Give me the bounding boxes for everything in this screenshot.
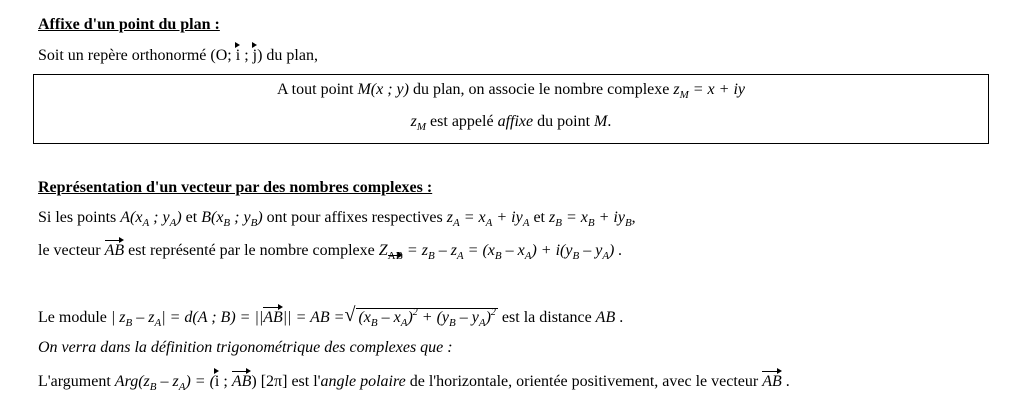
vector-AB-final: AB (762, 370, 782, 392)
section-heading-vecteur: Représentation d'un vecteur par des nombres complexes : (38, 179, 433, 196)
definition-line-1 (34, 81, 988, 99)
separator: ; (244, 47, 249, 64)
points-affixes-line: Si les points $A(x_A$ ; $y_A$) et $B(x_B$ ; $y_B$) ont pour affixes respectives $z_A = x_A + iy_A$ et $z_B = x_B + iy_B$, (38, 209, 636, 229)
zm-symbol: $z_M$ (410, 113, 427, 133)
sqrt-expression: √ $(x_B - x_A)^2 + (y_B - y_A)^2$ (344, 304, 496, 329)
zB-expression: $z_B = x_B + iy_B$ (548, 209, 632, 229)
vector-representation-line: le vecteur AB est représenté par le nombre complexe $Z_{AB} = z_B - z_A = (x_B - x_A) + i(y_B - y_A)$ . (38, 239, 622, 261)
intro-prefix: Soit un repère orthonormé (O; (38, 47, 232, 64)
definition-box (33, 74, 989, 144)
vector-AB: AB (105, 239, 125, 261)
def-text: du plan, on associe le nombre complexe (412, 81, 670, 98)
point-A: $A(x_A$ ; $y_A$) (120, 209, 182, 229)
module-line: Le module | $z_B - z_A| = d(A$ ; B) = ||AB|| = AB = √ $(x_B - x_A)^2 + (y_B - y_A)^2$ est la distance AB . (38, 304, 624, 329)
zA-expression: $z_A = x_A + iy_A$ (446, 209, 530, 229)
argument-expression: $Arg(z_B - z_A)$ = ( (114, 373, 215, 393)
module-expression: | $z_B - z_A| = d(A$ ; B) = ||AB|| = AB = √ $(x_B - x_A)^2 + (y_B - y_A)^2$ (110, 304, 496, 329)
section-heading-affixe: Affixe d'un point du plan : (38, 16, 220, 33)
def-text: du point (537, 113, 591, 130)
point-B: $B(x_B$ ; $y_B$) (201, 209, 263, 229)
argument-line: L'argument $Arg(z_B - z_A) = (i$ ; AB) [2π] est l'angle polaire de l'horizontale, orientée positivement, avec le vecteur AB . (38, 370, 790, 392)
point-M-label: M (594, 113, 608, 130)
affixe-term: affixe (497, 113, 534, 130)
def-text: A tout point (277, 81, 354, 98)
vector-i: i (236, 44, 240, 66)
definition-line-2: $z_M$ est appelé affixe du point M. (410, 113, 612, 133)
Z-AB-expression: $Z_{AB} = z_B - z_A = (x_B - x_A) + i(y_B - y_A)$ . (378, 242, 623, 262)
intro-line (38, 44, 318, 66)
intro-suffix: ) du plan, (257, 47, 318, 64)
zm-expression: $z_M = x$ + iy (673, 81, 745, 101)
point-M: M(x ; y) (357, 81, 409, 98)
trigonometric-note: On verra dans la définition trigonométrique des complexes que : (38, 339, 453, 356)
def-text: est appelé (426, 113, 494, 130)
vector-j: j (253, 44, 257, 66)
